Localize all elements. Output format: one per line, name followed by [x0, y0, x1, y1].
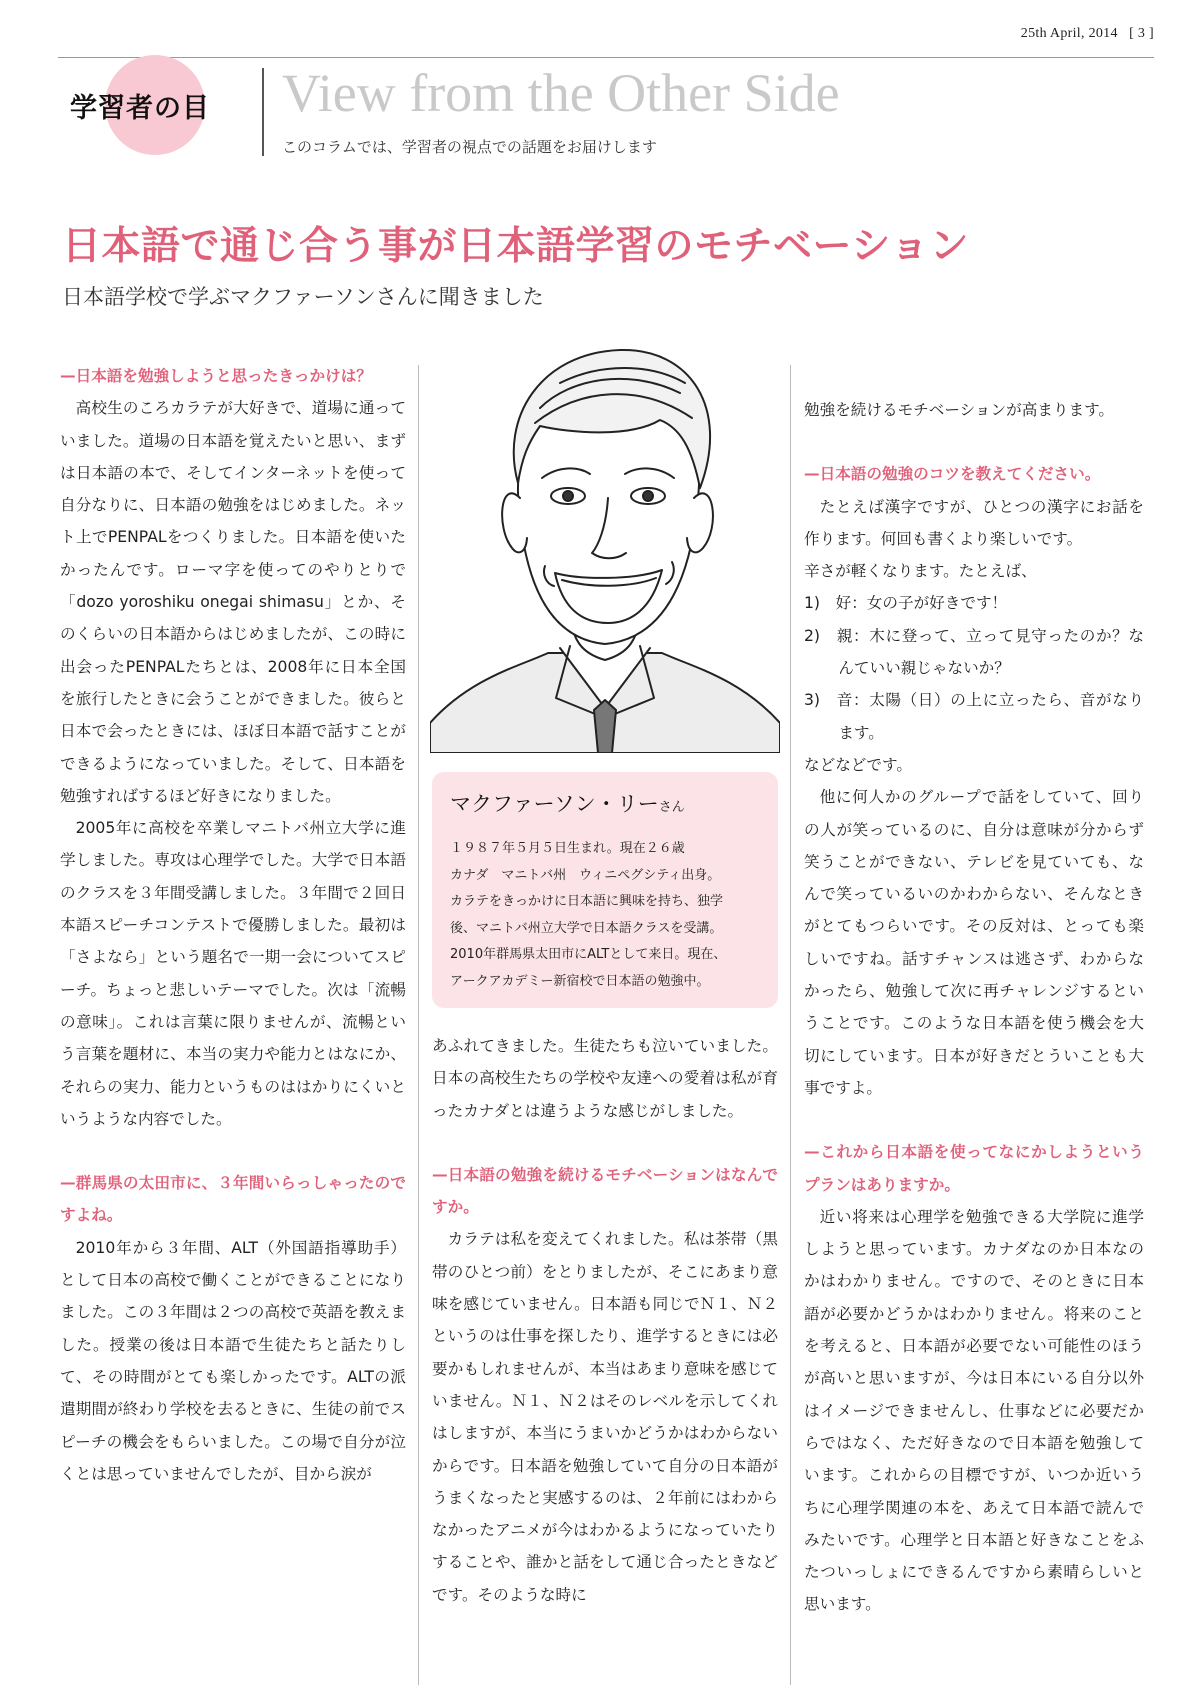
left-column: [60, 360, 406, 1490]
body-paragraph: などなどです。: [804, 755, 912, 774]
body-paragraph: たとえば漢字ですが、ひとつの漢字にお話を作ります。何回も書くより楽しいです。: [804, 497, 1144, 548]
middle-column: [432, 1030, 778, 1611]
portrait-illustration: [430, 348, 780, 753]
column-subtitle: このコラムでは、学習者の視点での話題をお届けします: [282, 138, 657, 156]
column-title: 学習者の目: [70, 93, 210, 124]
header-rule: [58, 57, 1154, 58]
english-column-title: View from the Other Side: [282, 63, 840, 123]
question-heading: —群馬県の太田市に、３年間いらっしゃったのですよね。: [60, 1174, 406, 1225]
body-paragraph: 2005年に高校を卒業しマニトバ州立大学に進学しました。専攻は心理学でした。大学で日本語のクラスを３年間受講しました。３年間で２回日本語スピーチコンテストで優勝しました。最初は「さよなら」という題名で一期一会についてスピーチ。ちょっと悲しいテーマでした。次は「流暢の意味」。これは言葉に限りませんが、流暢という言葉を題材に、本当の実力や能力とはなにか、それらの実力、能力というものははかりにくいというような内容でした。: [60, 819, 406, 1128]
column-rule-left: [418, 365, 419, 1685]
page-number: [ 3 ]: [1129, 26, 1154, 41]
body-paragraph: 勉強を続けるモチベーションが高まります。: [804, 401, 1115, 419]
article-subheadline: 日本語学校で学ぶマクファーソンさんに聞きました: [62, 285, 544, 309]
profile-detail-line: 後、マニトバ州立大学で日本語クラスを受講。: [450, 920, 723, 936]
profile-details: [450, 836, 768, 995]
list-item: 1) 好：女の子が好きです！: [804, 594, 1008, 613]
profile-detail-line: カラテをきっかけに日本語に興味を持ち、独学: [450, 894, 724, 909]
body-paragraph: 高校生のころカラテが大好きで、道場に通っていました。道場の日本語を覚えたいと思い、まずは日本語の本で、そしてインターネットを使って自分なりに、日本語の勉強をはじめました。ネット上でPENPALをつくりました。日本語を使いたかったんです。ローマ字を使ってのやりとりで「dozo yoroshiku onegai shimasu」とか、そのくらいの日本語からはじめましたが、この時に出会ったPENPALたちとは、2008年に日本全国を旅行したときに会うことができました。彼らと日本で会ったときには、ほぼ日本語で話すことができるようになっていました。そして、日本語を勉強すればするほど好きになりました。: [60, 399, 406, 805]
body-paragraph: 他に何人かのグループで話をしていて、回りの人が笑っているのに、自分は意味が分からず笑うことができない、テレビを見ていても、なんで笑っているいのかわからない、そんなときがとてもつらいです。その反対は、とっても楽しいですね。話すチャンスは逃さず、わからなかったら、勉強して次に再チャレンジするということです。このような日本語を使う機会を大切にしています。日本が好きだとういことも大事ですよ。: [804, 788, 1144, 1097]
profile-detail-line: 2010年群馬県太田市にALTとして来日。現在、: [450, 947, 727, 962]
question-heading: —日本語の勉強を続けるモチベーションはなんですか。: [432, 1165, 778, 1217]
right-column: [804, 394, 1144, 1621]
body-paragraph: 2010年から３年間、ALT（外国語指導助手）として日本の高校で働くことができることになりました。この３年間は２つの高校で英語を教えました。授業の後は日本語で生徒たちと話たりして、その時間がとても楽しかったです。ALTの派遣期間が終わり学校を去るときに、生徒の前でスピーチの機会をもらいました。この場で自分が泣くとは思っていませんでしたが、目から涙が: [60, 1238, 406, 1483]
list-item: 2) 親：木に登って、立って見守ったのか？なんていい親じゃないか？: [804, 626, 1144, 678]
body-paragraph: カラテは私を変えてくれました。私は茶帯（黒帯のひとつ前）をとりましたが、そこにあまり意味を感じていません。日本語も同じでＮ１、Ｎ２というのは仕事を探したり、進学するときには必要かもしれませんが、本当はあまり意味を感じていません。Ｎ１、Ｎ２はそのレベルを示してくれはしますが、本当にうまいかどうかはわからないからです。日本語を勉強していて自分の日本語がうまくなったと実感するのは、２年前にはわからなかったアニメが今はわかるようになっていたりすることや、誰かと話をして通じ合ったときなどです。そのような時に: [432, 1230, 778, 1604]
profile-detail-line: カナダ マニトバ州 ウィニペグシティ出身。: [450, 867, 721, 883]
question-heading: —日本語を勉強しようと思ったきっかけは？: [60, 367, 372, 385]
title-divider: [262, 68, 264, 156]
body-paragraph: あふれてきました。生徒たちも泣いていました。日本の高校生たちの学校や友達への愛着は私が育ったカナダとは違うような感じがしました。: [432, 1037, 778, 1120]
portrait-svg: [430, 348, 780, 753]
body-paragraph: 近い将来は心理学を勉強できる大学院に進学しようと思っています。カナダなのか日本なのかはわかりません。ですので、そのときに日本語が必要かどうかはわかりません。将来のことを考えると、日本語が必要でない可能性のほうが高いと思いますが、今は日本にいる自分以外はイメージできませんし、仕事などに必要だからではなく、ただ好きなので日本語を勉強しています。これからの目標ですが、いつか近いうちに心理学関連の本を、あえて日本語で読んでみたいです。心理学と日本語と好きなことをふたついっしょにできるんですから素晴らしいと思います。: [804, 1207, 1144, 1614]
profile-name: マクファーソン・リーさん: [450, 792, 685, 816]
question-heading: —日本語の勉強のコツを教えてください。: [804, 465, 1101, 484]
issue-date: 25th April, 2014 [ 3 ]: [1020, 26, 1154, 41]
article-headline: 日本語で通じ合う事が日本語学習のモチベーション: [62, 224, 969, 269]
question-heading: —これから日本語を使ってなにかしようというプランはありますか。: [804, 1143, 1144, 1194]
list-item: 3) 音：太陽（日）の上に立ったら、音がなります。: [804, 691, 1144, 742]
profile-detail-line: アークアカデミー新宿校で日本語の勉強中。: [450, 973, 710, 989]
column-rule-right: [790, 365, 791, 1685]
profile-detail-line: １９８７年５月５日生まれ。現在２６歳: [450, 841, 685, 856]
profile-honorific: さん: [658, 800, 685, 815]
body-paragraph: 辛さが軽くなります。たとえば、: [804, 562, 1037, 581]
